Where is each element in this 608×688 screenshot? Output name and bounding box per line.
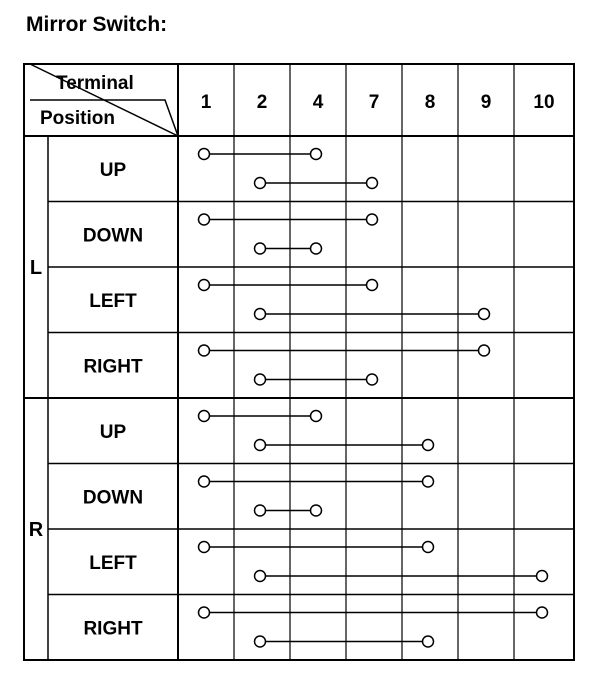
terminal-dot — [537, 571, 548, 582]
terminal-header-label: Terminal — [56, 73, 134, 94]
terminal-dot — [311, 505, 322, 516]
connection — [255, 374, 378, 385]
terminal-dot — [479, 309, 490, 320]
terminal-dot — [255, 571, 266, 582]
terminal-header: 7 — [368, 92, 380, 113]
terminal-dot — [255, 440, 266, 451]
position-label: LEFT — [89, 552, 137, 574]
header-cell — [30, 64, 178, 136]
switch-table — [24, 64, 574, 660]
connection — [255, 505, 322, 516]
terminal-dot — [199, 149, 210, 160]
terminal-header: 1 — [200, 92, 212, 113]
position-label: RIGHT — [83, 618, 143, 640]
position-label: DOWN — [82, 487, 144, 509]
position-label: UP — [99, 159, 127, 181]
terminal-header: 8 — [424, 92, 436, 113]
terminal-dot — [255, 243, 266, 254]
connection — [255, 178, 378, 189]
terminal-dot — [199, 345, 210, 356]
terminal-header: 4 — [312, 92, 324, 113]
terminal-dot — [199, 607, 210, 618]
connection — [199, 411, 322, 422]
connection — [199, 607, 548, 618]
terminal-headers — [201, 92, 555, 113]
terminal-dot — [423, 542, 434, 553]
terminal-dot — [255, 636, 266, 647]
terminal-dot — [199, 214, 210, 225]
connection — [255, 636, 434, 647]
terminal-header: 9 — [480, 92, 492, 113]
terminal-dot — [311, 243, 322, 254]
position-label: RIGHT — [83, 356, 143, 378]
terminal-dot — [255, 178, 266, 189]
position-label: LEFT — [89, 290, 137, 312]
terminal-dot — [367, 214, 378, 225]
terminal-dot — [367, 280, 378, 291]
terminal-dot — [255, 309, 266, 320]
connection — [199, 280, 378, 291]
group-label: L — [29, 257, 43, 279]
terminal-dot — [367, 178, 378, 189]
diagram-title: Mirror Switch: — [26, 13, 168, 36]
terminal-dot — [199, 542, 210, 553]
connection — [199, 345, 490, 356]
terminal-dot — [423, 440, 434, 451]
position-label: UP — [99, 421, 127, 443]
terminal-dot — [367, 374, 378, 385]
position-labels — [83, 160, 143, 640]
terminal-dot — [255, 505, 266, 516]
terminal-dot — [311, 411, 322, 422]
connection — [199, 149, 322, 160]
terminal-dot — [199, 476, 210, 487]
terminal-dot — [479, 345, 490, 356]
connection — [255, 571, 548, 582]
group-label: R — [28, 519, 44, 541]
terminal-dot — [537, 607, 548, 618]
terminal-dot — [199, 280, 210, 291]
terminal-dot — [423, 636, 434, 647]
terminal-header: 10 — [533, 92, 555, 113]
terminal-dot — [255, 374, 266, 385]
position-label: DOWN — [82, 225, 144, 247]
connection — [255, 440, 434, 451]
connection — [255, 243, 322, 254]
position-header-label: Position — [40, 108, 115, 129]
terminal-dot — [199, 411, 210, 422]
connection — [199, 214, 378, 225]
terminal-dot — [311, 149, 322, 160]
terminal-dot — [423, 476, 434, 487]
terminal-header: 2 — [256, 92, 268, 113]
